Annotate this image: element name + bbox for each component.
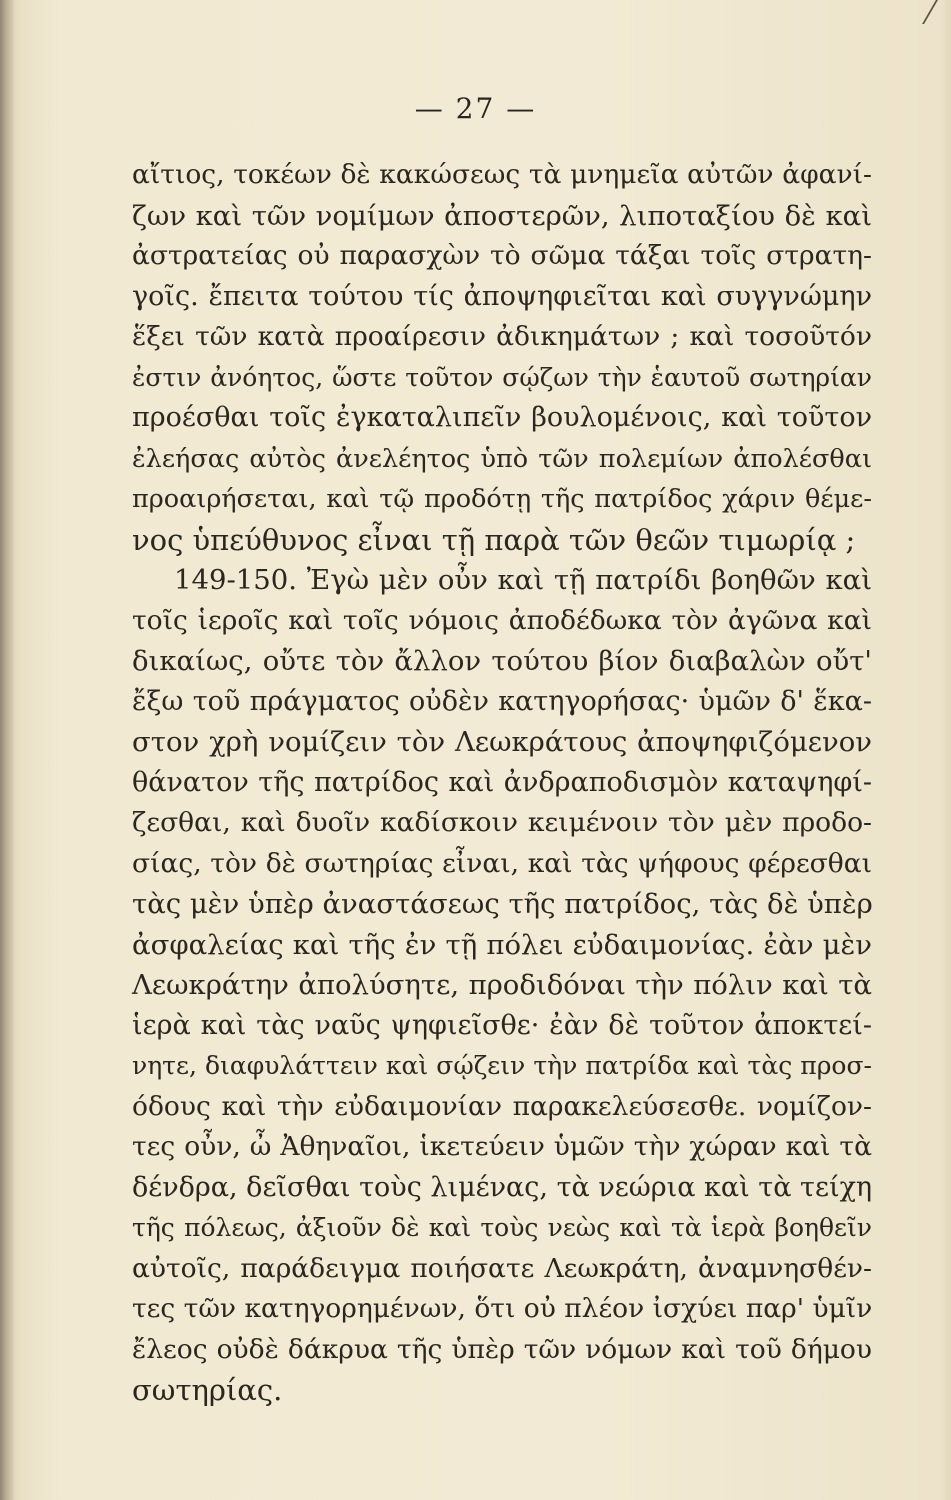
text-line: αὐτοῖς, παράδειγμα ποιήσατε Λεωκράτη, ἀναμνησθέν- [132, 1252, 872, 1284]
section-heading-line: 149-150. Ἐγὼ μὲν οὖν καὶ τῇ πατρίδι βοηθῶν καὶ [174, 564, 872, 596]
text-line: τὰς μὲν ὑπὲρ ἀναστάσεως τῆς πατρίδος, τὰς δὲ ὑπὲρ [132, 888, 873, 920]
text-line: ἀστρατείας οὐ παρασχὼν τὸ σῶμα τάξαι τοῖς στρατη- [132, 240, 872, 271]
text-line: γοῖς. ἔπειτα τούτου τίς ἀποψηφιεῖται καὶ συγγνώμην [132, 280, 872, 312]
text-line: ἐλεήσας αὐτὸς ἀνελέητος ὑπὸ τῶν πολεμίων ἀπολέσθαι [132, 443, 872, 474]
text-line: ἐστιν ἀνόητος, ὥστε τοῦτον σῴζων τὴν ἑαυτοῦ σωτηρίαν [132, 362, 872, 392]
text-line: αἴτιος, τοκέων δὲ κακώσεως τὰ μνημεῖα αὐτῶν ἀφανί- [132, 159, 872, 190]
binding-edge [0, 0, 14, 1500]
text-line: σωτηρίας. [132, 1373, 283, 1407]
text-line: δικαίως, οὔτε τὸν ἄλλον τούτου βίον διαβαλὼν οὔτ' [132, 645, 872, 677]
text-line: ἀσφαλείας καὶ τῆς ἐν τῇ πόλει εὐδαιμονίας. ἐὰν μὲν [132, 928, 872, 961]
text-line: σίας, τὸν δὲ σωτηρίας εἶναι, καὶ τὰς ψήφους φέρεσθαι [132, 847, 872, 879]
text-line: τῆς πόλεως, ἀξιοῦν δὲ καὶ τοὺς νεὼς καὶ τὰ ἱερὰ βοηθεῖν [132, 1213, 872, 1242]
text-line: νητε, διαφυλάττειν καὶ σῴζειν τὴν πατρίδα καὶ τὰς προσ- [132, 1051, 872, 1080]
text-line: προέσθαι τοῖς ἐγκαταλιπεῖν βουλομένοις, καὶ τοῦτον [132, 402, 872, 433]
text-line: στον χρὴ νομίζειν τὸν Λεωκράτους ἀποψηφιζόμενον [132, 726, 872, 758]
body-text [132, 155, 872, 1411]
text-line: προαιρήσεται, καὶ τῷ προδότῃ τῆς πατρίδος χάριν θέμε- [132, 484, 872, 514]
text-line: τες οὖν, ὦ Ἀθηναῖοι, ἱκετεύειν ὑμῶν τὴν χώραν καὶ τὰ [132, 1131, 872, 1162]
corner-mark [922, 0, 951, 24]
text-line: Λεωκράτην ἀπολύσητε, προδιδόναι τὴν πόλιν καὶ τὰ [132, 969, 872, 1001]
text-line: θάνατον τῆς πατρίδος καὶ ἀνδραποδισμὸν καταψηφί- [132, 766, 872, 798]
text-line: ζων καὶ τῶν νομίμων ἀποστερῶν, λιποταξίου δὲ καὶ [132, 199, 872, 232]
text-line: τοῖς ἱεροῖς καὶ τοῖς νόμοις ἀποδέδωκα τὸν ἀγῶνα καὶ [132, 604, 872, 636]
text-line: ἔξω τοῦ πράγματος οὐδὲν κατηγορήσας· ὑμῶν δ' ἕκα- [132, 685, 872, 717]
text-line: ζεσθαι, καὶ δυοῖν καδίσκοιν κειμένοιν τὸν μὲν προδο- [132, 807, 872, 838]
text-line: δένδρα, δεῖσθαι τοὺς λιμένας, τὰ νεώρια καὶ τὰ τείχη [132, 1171, 873, 1203]
text-line: τες τῶν κατηγορημένων, ὅτι οὐ πλέον ἰσχύει παρ' ὑμῖν [132, 1293, 873, 1324]
text-line: ἕξει τῶν κατὰ προαίρεσιν ἀδικημάτων ; καὶ τοσοῦτόν [132, 321, 872, 352]
text-line: ἔλεος οὐδὲ δάκρυα τῆς ὑπὲρ τῶν νόμων καὶ τοῦ δήμου [132, 1333, 872, 1365]
text-line: νος ὑπεύθυνος εἶναι τῇ παρὰ τῶν θεῶν τιμωρίᾳ ; [132, 522, 856, 557]
text-line: όδους καὶ τὴν εὐδαιμονίαν παρακελεύσεσθε. νομίζον- [132, 1090, 872, 1122]
text-line: ἱερὰ καὶ τὰς ναῦς ψηφιεῖσθε· ἐὰν δὲ τοῦτον ἀποκτεί- [132, 1009, 872, 1041]
page-number: — 27 — [414, 92, 537, 125]
